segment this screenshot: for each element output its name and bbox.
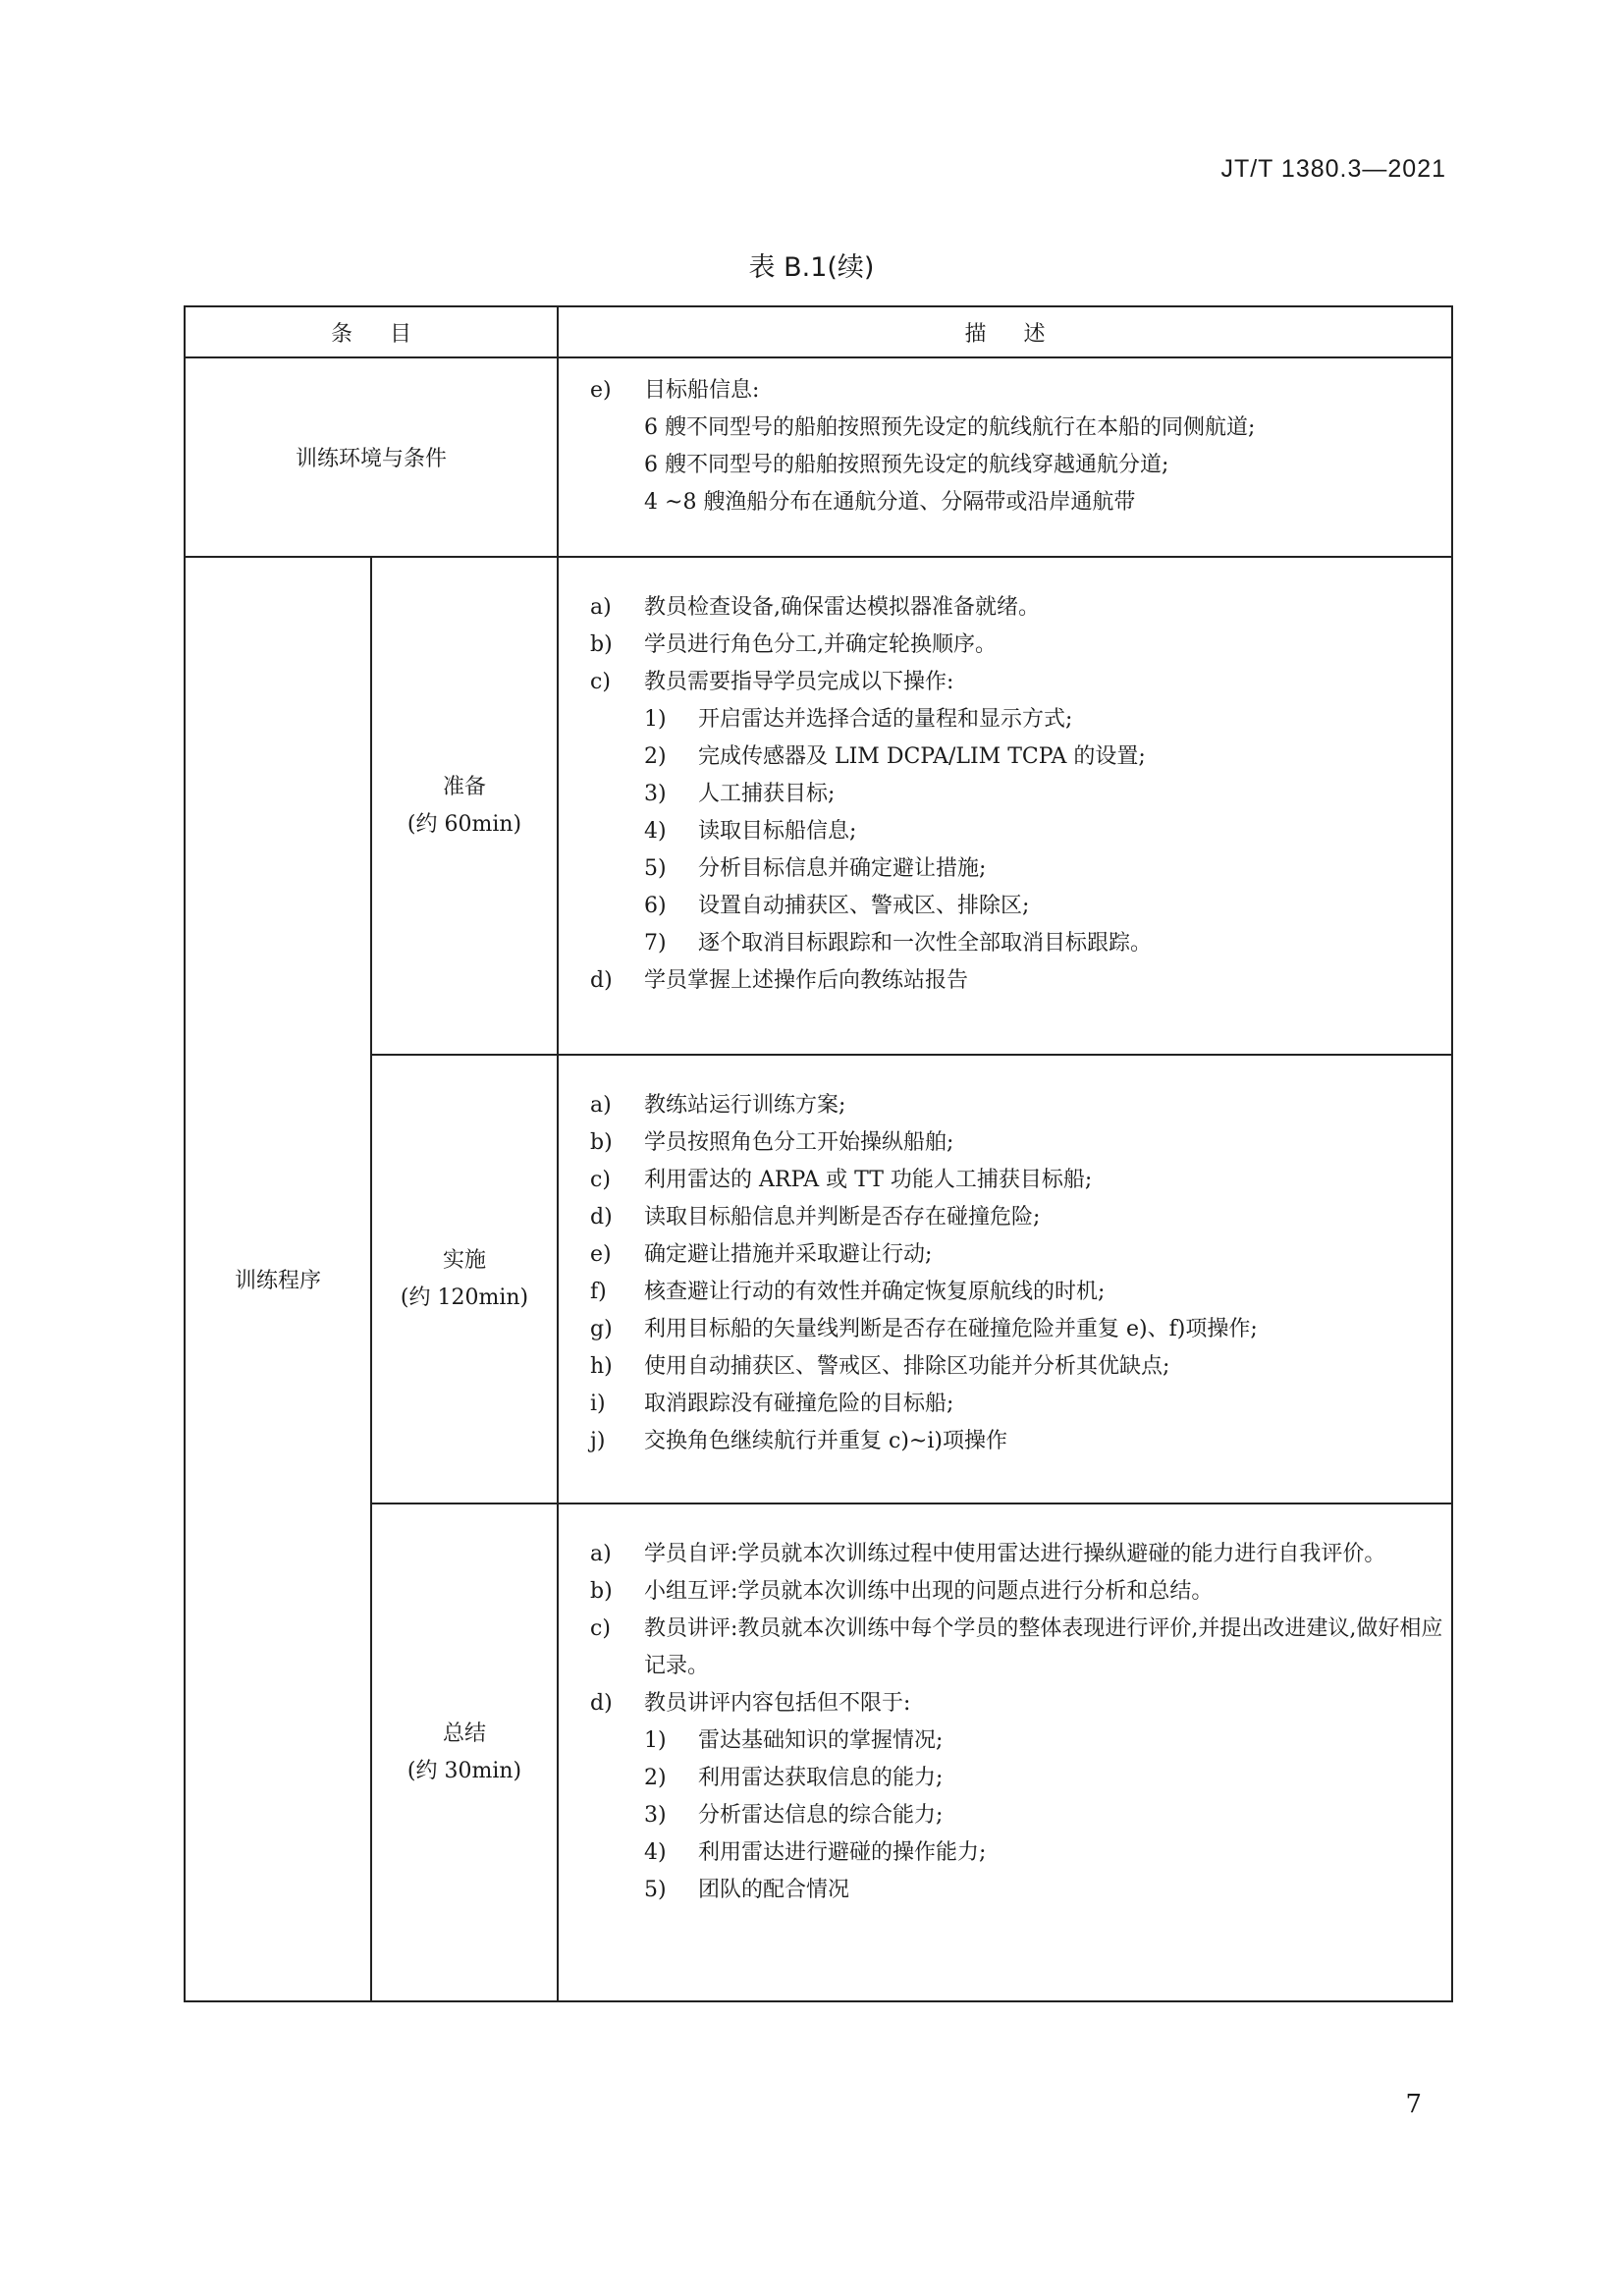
- list-item: g) 利用目标船的矢量线判断是否存在碰撞危险并重复 e)、f)项操作;: [590, 1317, 1258, 1341]
- summary-time: (约 30min): [406, 1758, 522, 1783]
- sub-list-item: 5) 团队的配合情况: [644, 1878, 850, 1902]
- sub-list-item: 1) 雷达基础知识的掌握情况;: [644, 1728, 944, 1753]
- sub-list-item: 3) 分析雷达信息的综合能力;: [644, 1803, 944, 1828]
- env-line: 6 艘不同型号的船舶按照预先设定的航线航行在本船的同侧航道;: [644, 415, 1256, 440]
- env-row: [185, 357, 1452, 557]
- list-item: a) 学员自评:学员就本次训练过程中使用雷达进行操纵避碰的能力进行自我评价。: [590, 1542, 1386, 1566]
- prep-stage: [371, 557, 558, 1055]
- list-item: d) 学员掌握上述操作后向教练站报告: [590, 968, 969, 993]
- list-item: j) 交换角色继续航行并重复 c)~i)项操作: [590, 1429, 1007, 1453]
- impl-name: 实施: [443, 1247, 487, 1273]
- list-item: c) 利用雷达的 ARPA 或 TT 功能人工捕获目标船;: [590, 1168, 1093, 1192]
- prep-row: [185, 557, 1452, 1055]
- sub-list-item: 2) 利用雷达获取信息的能力;: [644, 1766, 944, 1790]
- procedure-label: 训练程序: [185, 557, 371, 2001]
- standard-code: JT/T 1380.3—2021: [1220, 155, 1446, 183]
- sub-list-item: 3) 人工捕获目标;: [644, 782, 836, 806]
- impl-description: [558, 1055, 1452, 1503]
- summary-name: 总结: [443, 1721, 487, 1746]
- sub-list-item: 4) 利用雷达进行避碰的操作能力;: [644, 1840, 987, 1865]
- sub-list-item: 4) 读取目标船信息;: [644, 819, 857, 844]
- list-item: b) 学员进行角色分工,并确定轮换顺序。: [590, 632, 998, 657]
- header-item: 条目: [185, 306, 558, 357]
- impl-time: (约 120min): [400, 1285, 529, 1310]
- sub-list-item: 2) 完成传感器及 LIM DCPA/LIM TCPA 的设置;: [644, 744, 1146, 769]
- list-item: e) 确定避让措施并采取避让行动;: [590, 1242, 933, 1267]
- sub-list-item: 1) 开启雷达并选择合适的量程和显示方式;: [644, 707, 1073, 732]
- impl-row: [185, 1055, 1452, 1503]
- sub-list-item: 6) 设置自动捕获区、警戒区、排除区;: [644, 894, 1030, 918]
- env-description: [558, 357, 1452, 557]
- list-item: b) 学员按照角色分工开始操纵船舶;: [590, 1130, 954, 1155]
- prep-description: [558, 557, 1452, 1055]
- env-line: 6 艘不同型号的船舶按照预先设定的航线穿越通航分道;: [644, 453, 1169, 477]
- list-item: e) 目标船信息:: [590, 378, 760, 403]
- list-item: a) 教员检查设备,确保雷达模拟器准备就绪。: [590, 595, 1041, 620]
- summary-row: [185, 1503, 1452, 2001]
- table-header-row: [185, 306, 1452, 357]
- sub-list-item: 7) 逐个取消目标跟踪和一次性全部取消目标跟踪。: [644, 931, 1153, 956]
- training-table: [184, 305, 1453, 2002]
- summary-stage: [371, 1503, 558, 2001]
- list-item: d) 教员讲评内容包括但不限于:: [590, 1691, 911, 1716]
- prep-time: (约 60min): [406, 811, 522, 837]
- table-title: 表 B.1(续): [748, 252, 875, 283]
- env-label: 训练环境与条件: [185, 357, 558, 557]
- list-item: d) 读取目标船信息并判断是否存在碰撞危险;: [590, 1205, 1041, 1230]
- list-item: a) 教练站运行训练方案;: [590, 1093, 846, 1118]
- sub-list-item: 5) 分析目标信息并确定避让措施;: [644, 856, 987, 881]
- impl-stage: [371, 1055, 558, 1503]
- header-description: 描述: [558, 306, 1452, 357]
- list-item: c) 教员需要指导学员完成以下操作:: [590, 670, 954, 694]
- page-number: 7: [1405, 2090, 1422, 2119]
- summary-description: [558, 1503, 1452, 2001]
- prep-name: 准备: [443, 774, 487, 799]
- list-item: f) 核查避让行动的有效性并确定恢复原航线的时机;: [590, 1280, 1106, 1304]
- list-item: i) 取消跟踪没有碰撞危险的目标船;: [590, 1392, 954, 1416]
- env-line: 4 ~8 艘渔船分布在通航分道、分隔带或沿岸通航带: [644, 490, 1136, 515]
- list-item: b) 小组互评:学员就本次训练中出现的问题点进行分析和总结。: [590, 1579, 1214, 1604]
- list-item: c) 教员讲评:教员就本次训练中每个学员的整体表现进行评价,并提出改进建议,做好相应记录。: [590, 1616, 1443, 1678]
- list-item: h) 使用自动捕获区、警戒区、排除区功能并分析其优缺点;: [590, 1354, 1170, 1379]
